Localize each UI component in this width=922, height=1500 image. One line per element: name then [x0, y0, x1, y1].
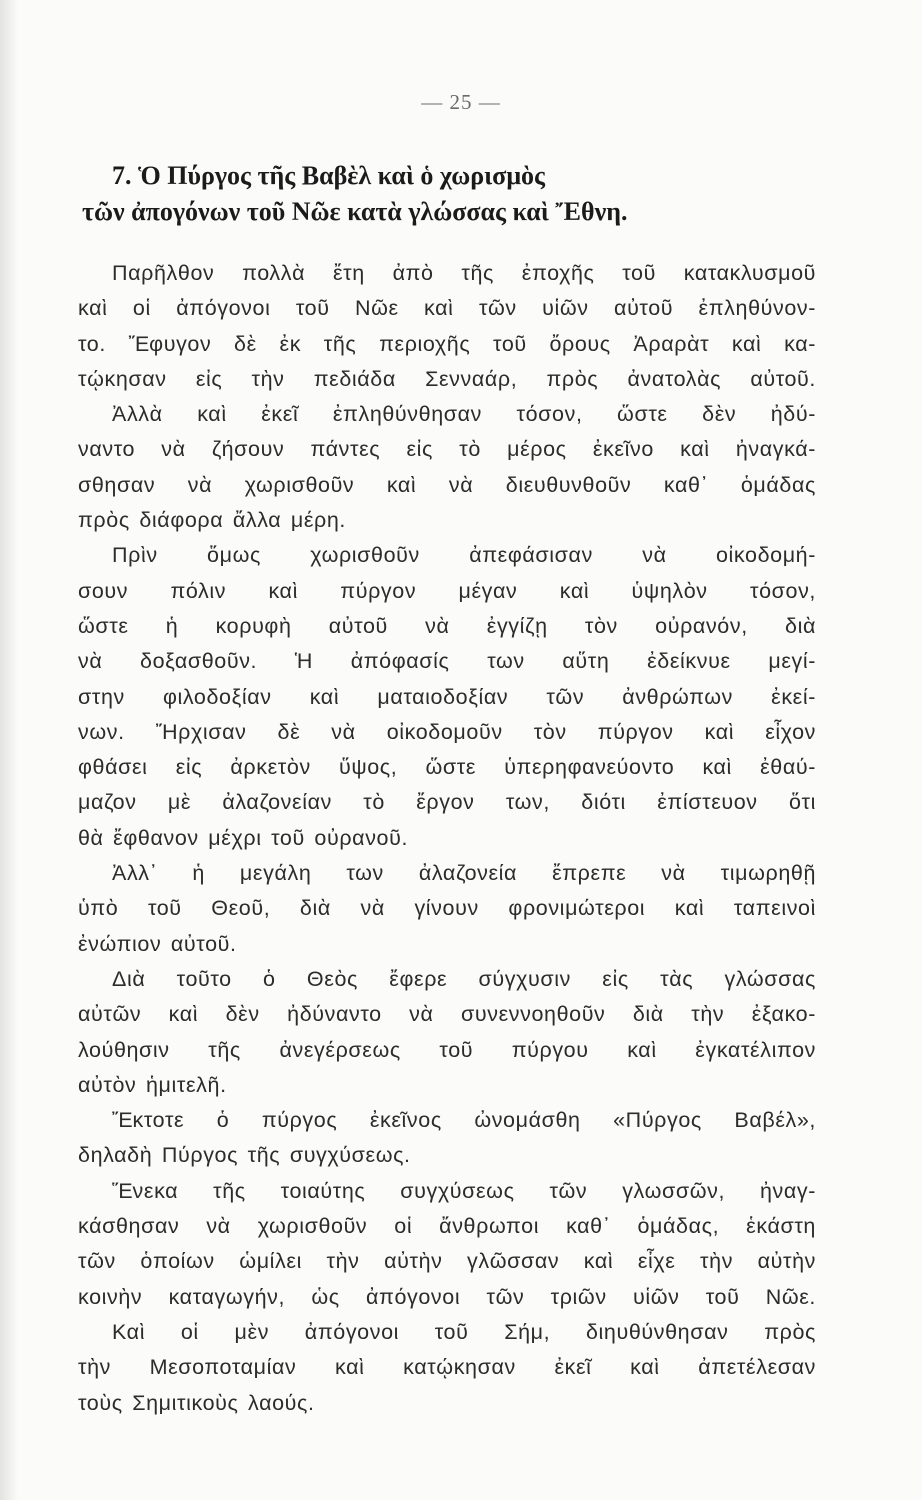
text-line: ὑπὸ τοῦ Θεοῦ, διὰ νὰ γίνουν φρονιμώτεροι καὶ ταπεινοὶ	[78, 896, 816, 921]
section-heading-line-2: τῶν ἀπογόνων τοῦ Νῶε κατὰ γλώσσας καὶ Ἔθνη.	[82, 197, 628, 226]
text-line: Ἀλλὰ καὶ ἐκεῖ ἐπληθύνθησαν τόσον, ὥστε δὲν ἠδύ-	[112, 402, 816, 427]
text-line: Ἀλλ᾽ ἡ μεγάλη των ἀλαζονεία ἔπρεπε νὰ τιμωρηθῇ	[112, 861, 816, 886]
text-line: λούθησιν τῆς ἀνεγέρσεως τοῦ πύργου καὶ ἐγκατέλιπον	[78, 1037, 816, 1062]
text-line: μαζον μὲ ἀλαζονείαν τὸ ἔργον των, διότι ἐπίστευον ὅτι	[78, 790, 816, 815]
text-line: Καὶ οἱ μὲν ἀπόγονοι τοῦ Σήμ, διηυθύνθησαν πρὸς	[112, 1319, 816, 1344]
text-line: τῶν ὁποίων ὡμίλει τὴν αὐτὴν γλῶσσαν καὶ εἶχε τὴν αὐτὴν	[78, 1249, 816, 1274]
text-line: καὶ οἱ ἀπόγονοι τοῦ Νῶε καὶ τῶν υἱῶν αὐτοῦ ἐπληθύνον-	[78, 296, 816, 321]
text-line: στην φιλοδοξίαν καὶ ματαιοδοξίαν τῶν ἀνθρώπων ἐκεί-	[78, 684, 816, 709]
text-line: ὥστε ἡ κορυφὴ αὐτοῦ νὰ ἐγγίζῃ τὸν οὐρανόν, διὰ	[78, 613, 816, 638]
text-line: ναντο νὰ ζήσουν πάντες εἰς τὸ μέρος ἐκεῖνο καὶ ἠναγκά-	[78, 437, 816, 462]
section-heading-line-1: 7. Ὁ Πύργος τῆς Βαβὲλ καὶ ὁ χωρισμὸς	[112, 161, 546, 190]
text-line: φθάσει εἰς ἀρκετὸν ὕψος, ὥστε ὑπερηφανεύοντο καὶ ἐθαύ-	[78, 755, 816, 780]
body-text	[78, 256, 816, 1421]
text-line: Ἕνεκα τῆς τοιαύτης συγχύσεως τῶν γλωσσῶν, ἠναγ-	[112, 1178, 816, 1203]
text-line: αὐτὸν ἡμιτελῆ.	[78, 1072, 227, 1097]
text-line: Ἔκτοτε ὁ πύργος ἐκεῖνος ὠνομάσθη «Πύργος Βαβέλ»,	[112, 1108, 816, 1133]
text-line: θὰ ἔφθανον μέχρι τοῦ οὐρανοῦ.	[78, 825, 409, 850]
text-line: Διὰ τοῦτο ὁ Θεὸς ἔφερε σύγχυσιν εἰς τὰς γλώσσας	[112, 966, 816, 991]
text-line: αὐτῶν καὶ δὲν ἠδύναντο νὰ συνεννοηθοῦν διὰ τὴν ἐξακο-	[78, 1002, 816, 1027]
text-line: το. Ἔφυγον δὲ ἐκ τῆς περιοχῆς τοῦ ὄρους Ἀραρὰτ καὶ κα-	[78, 331, 816, 356]
section-heading	[82, 158, 842, 230]
text-line: πρὸς διάφορα ἄλλα μέρη.	[78, 508, 347, 533]
page-edge-shadow	[0, 0, 18, 1500]
text-line: τοὺς Σημιτικοὺς λαούς.	[78, 1390, 315, 1415]
text-line: τῴκησαν εἰς τὴν πεδιάδα Σενναάρ, πρὸς ἀνατολὰς αὐτοῦ.	[78, 366, 816, 391]
text-line: κάσθησαν νὰ χωρισθοῦν οἱ ἄνθρωποι καθ᾽ ὁμάδας, ἑκάστη	[78, 1214, 816, 1239]
text-line: ἐνώπιον αὐτοῦ.	[78, 931, 237, 956]
text-line: σουν πόλιν καὶ πύργον μέγαν καὶ ὑψηλὸν τόσον,	[78, 578, 816, 603]
text-line: Παρῆλθον πολλὰ ἔτη ἀπὸ τῆς ἐποχῆς τοῦ κατακλυσμοῦ	[112, 261, 816, 285]
page-number: — 25 —	[421, 90, 501, 114]
text-line: δηλαδὴ Πύργος τῆς συγχύσεως.	[78, 1143, 411, 1168]
text-line: νὰ δοξασθοῦν. Ἡ ἀπόφασίς των αὕτη ἐδείκνυε μεγί-	[78, 649, 816, 674]
text-line: σθησαν νὰ χωρισθοῦν καὶ νὰ διευθυνθοῦν καθ᾽ ὁμάδας	[78, 472, 816, 497]
text-line: νων. Ἤρχισαν δὲ νὰ οἰκοδομοῦν τὸν πύργον καὶ εἶχον	[78, 719, 816, 744]
text-line: Πρὶν ὅμως χωρισθοῦν ἀπεφάσισαν νὰ οἰκοδομή-	[112, 543, 816, 568]
text-line: τὴν Μεσοποταμίαν καὶ κατῴκησαν ἐκεῖ καὶ ἀπετέλεσαν	[78, 1355, 816, 1380]
text-line: κοινὴν καταγωγήν, ὡς ἀπόγονοι τῶν τριῶν υἱῶν τοῦ Νῶε.	[78, 1284, 816, 1309]
